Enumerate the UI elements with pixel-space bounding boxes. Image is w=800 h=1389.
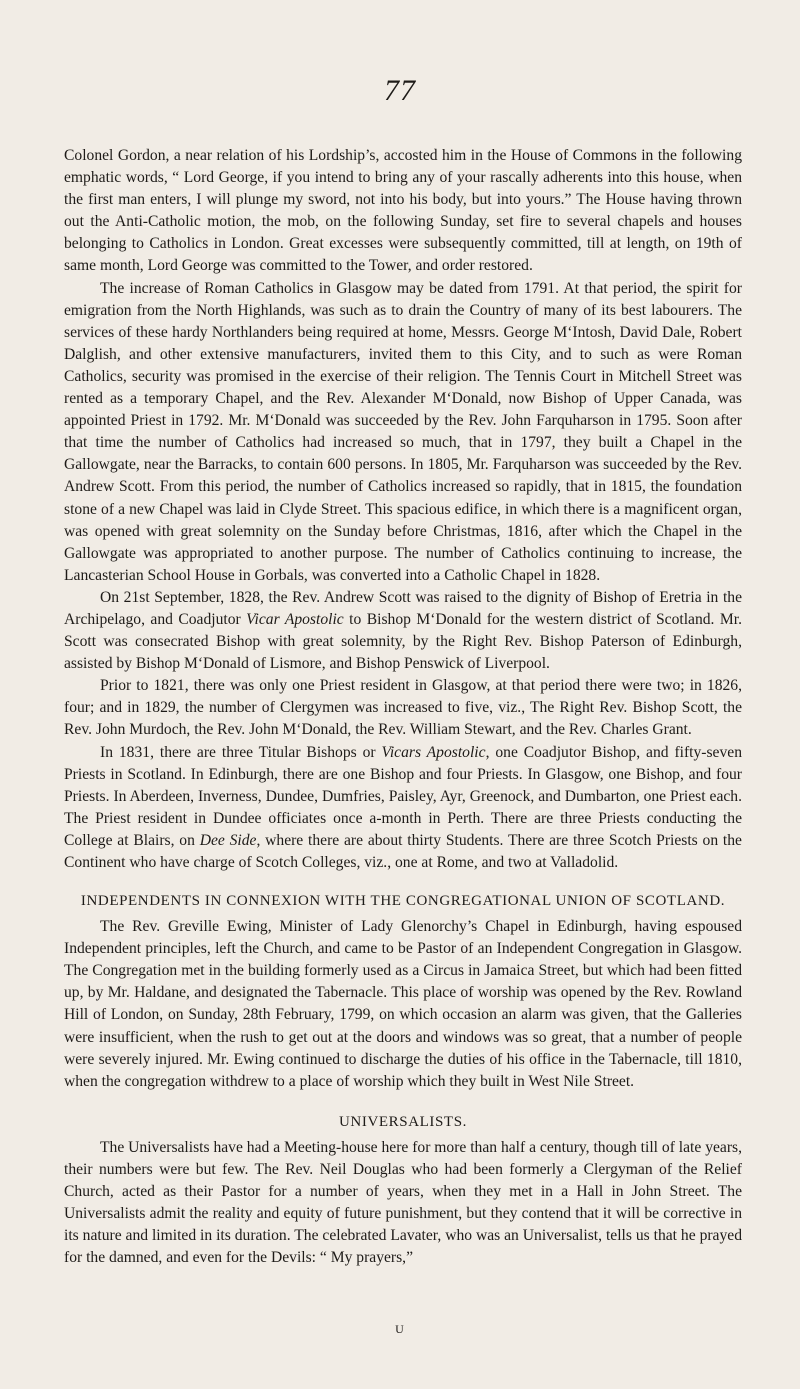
text-run: In 1831, there are three Titular Bishops or bbox=[100, 743, 382, 761]
paragraph-gordon: Colonel Gordon, a near relation of his Lordship’s, accosted him in the House of Commons in the following emphatic words, “ Lord George, if you intend to bring any of your rascally adherents into this house, when the first man enters, I will plunge my sword, not into his body, but into yours.” The House having thrown out the Anti-Catholic motion, the mob, on the following Sunday, set fire to several chapels and houses belonging to Catholics in London. Great excesses were subsequently committed, till at length, on 19th of same month, Lord George was committed to the Tower, and order restored. bbox=[64, 147, 742, 275]
italic-term: Vicar Apostolic bbox=[246, 610, 344, 628]
paragraph-catholic-increase: The increase of Roman Catholics in Glasgow may be dated from 1791. At that period, the spirit for emigration from the North Highlands, was such as to drain the Country of many of its best labourers. The services of these hardy Northlanders being required at home, Messrs. George M‘Intosh, David Dale, Robert Dalglish, and other extensive manufacturers, invited them to this City, and to such as were Roman Catholics, security was promised in the exercise of their religion. The Tennis Court in Mitchell Street was rented as a temporary Chapel, and the Rev. Alexander M‘Donald, now Bishop of Upper Canada, was appointed Priest in 1792. Mr. M‘Donald was succeeded by the Rev. John Farquharson in 1795. Soon after that time the number of Catholics had increased so much, that in 1797, they built a Chapel in the Gallowgate, near the Barracks, to contain 600 persons. In 1805, Mr. Farquharson was succeeded by the Rev. Andrew Scott. From this period, the number of Catholics increased so rapidly, that in 1815, the foundation stone of a new Chapel was laid in Clyde Street. This spacious edifice, in which there is a magnificent organ, was opened with great solemnity on the Sunday before Christmas, 1816, after which the Chapel in the Gallowgate was appropriated to another purpose. The number of Catholics continuing to increase, the Lancasterian School House in Gorbals, was converted into a Catholic Chapel in 1828. bbox=[64, 279, 742, 584]
text-run: to Bishop M‘Donald for the western district of Scotland. Mr. Scott was consecrated Bishop with great solemnity, by the Right Rev. Bishop Paterson of Edinburgh, assisted by Bishop M‘Donald of Lismore, and Bishop Penswick of Liverpool. bbox=[64, 610, 742, 673]
paragraph-priests-count: Prior to 1821, there was only one Priest resident in Glasgow, at that period there were two; in 1826, four; and in 1829, the number of Clergymen was increased to five, viz., The Right Rev. Bishop Scott, the Rev. John Murdoch, the Rev. John M‘Donald, the Rev. William Stewart, and the Rev. Charles Grant. bbox=[64, 677, 742, 739]
paragraph-universalists: The Universalists have had a Meeting-house here for more than half a century, though till of late years, their numbers were but few. The Rev. Neil Douglas who had been formerly a Clergyman of the Relief Church, acted as their Pastor for a number of years, when they met in a Hall in John Street. The Universalists admit the reality and equity of future punishment, but they contend that it will be corrective in its nature and limited in its duration. The celebrated Lavater, who was an Universalist, tells us that he prayed for the damned, and even for the Devils: “ My prayers,” bbox=[64, 1138, 743, 1267]
text-run: On 21st September, 1828, the Rev. Andrew Scott was raised to the dignity of Bishop of Eretria in the Archipelago, and Coadjutor bbox=[64, 588, 742, 628]
signature-mark: U bbox=[395, 1322, 405, 1336]
section-heading-universalists: UNIVERSALISTS. bbox=[339, 1113, 467, 1130]
page-body bbox=[64, 145, 742, 1269]
paragraph-scotland-bishops bbox=[64, 742, 742, 875]
page-number: 77 bbox=[384, 74, 416, 107]
italic-term: Dee Side bbox=[199, 831, 257, 849]
paragraph-bishop-scott bbox=[64, 587, 742, 675]
section-heading-independents: INDEPENDENTS IN CONNEXION WITH THE CONGREGATIONAL UNION OF SCOTLAND. bbox=[80, 893, 726, 910]
text-run: , where there are about thirty Students. There are three Scotch Priests on the Continent who have charge of Scotch Colleges, viz., one at Rome, and two at Valladolid. bbox=[64, 831, 742, 871]
text-run: , one Coadjutor Bishop, and fifty-seven Priests in Scotland. In Edinburgh, there are one Bishop and four Priests. In Glasgow, one Bishop, and four Priests. In Aberdeen, Inverness, Dundee, Dumfries, Paisley, Ayr, Greenock, and Dumbarton, one Priest each. The Priest resident in Dundee officiates once a-month in Perth. There are three Priests conducting the College at Blairs, on bbox=[64, 743, 742, 849]
italic-term: Vicars Apostolic bbox=[381, 743, 486, 761]
paragraph-ewing: The Rev. Greville Ewing, Minister of Lady Glenorchy’s Chapel in Edinburgh, having espoused Independent principles, left the Church, and came to be Pastor of an Independent Congregation in Glasgow. The Congregation met in the building formerly used as a Circus in Jamaica Street, but which had been fitted up, by Mr. Haldane, and designated the Tabernacle. This place of worship was opened by the Rev. Rowland Hill of London, on Sunday, 28th February, 1799, on which occasion an alarm was given, that the Galleries were insufficient, when the rush to get out at the doors and windows was so great, that a number of people were severely injured. Mr. Ewing continued to discharge the duties of his office in the Tabernacle, till 1810, when the congregation withdrew to a place of worship which they built in West Nile Street. bbox=[64, 918, 742, 1090]
